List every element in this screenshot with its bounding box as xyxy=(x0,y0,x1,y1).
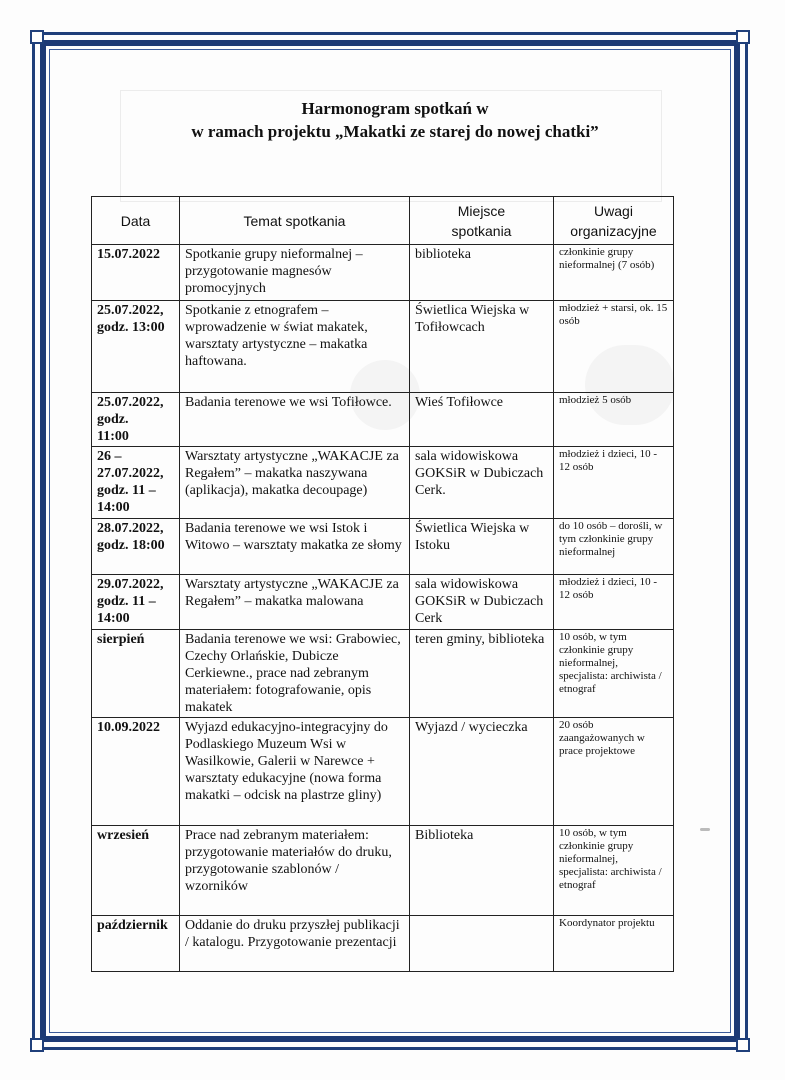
row-place: Wyjazd / wycieczka xyxy=(410,718,554,826)
header-place: Miejsce spotkania xyxy=(410,197,554,245)
row-place: teren gminy, biblioteka xyxy=(410,630,554,718)
row-notes: 20 osób zaangażowanych w prace projektowe xyxy=(554,718,674,826)
row-notes: młodzież + starsi, ok. 15 osób xyxy=(554,301,674,393)
table-row xyxy=(92,916,674,972)
row-notes: młodzież 5 osób xyxy=(554,393,674,447)
row-topic: Badania terenowe we wsi Istok i Witowo – warsztaty makatka ze słomy xyxy=(180,519,410,575)
row-date: wrzesień xyxy=(92,826,180,916)
row-topic: Spotkanie z etnografem – wprowadzenie w świat makatek, warsztaty artystyczne – makatka haftowana. xyxy=(180,301,410,393)
row-topic: Oddanie do druku przyszłej publikacji / katalogu. Przygotowanie prezentacji xyxy=(180,916,410,972)
title-line-2: w ramach projektu „Makatki ze starej do nowej chatki” xyxy=(191,122,599,141)
row-date: 28.07.2022, godz. 18:00 xyxy=(92,519,180,575)
row-date: październik xyxy=(92,916,180,972)
frame-corner-bottom-left xyxy=(30,1038,44,1052)
header-notes: Uwagi organizacyjne xyxy=(554,197,674,245)
row-topic: Prace nad zebranym materiałem: przygotowanie materiałów do druku, przygotowanie szablonów / wzorników xyxy=(180,826,410,916)
document-title xyxy=(150,97,640,143)
frame-corner-bottom-right xyxy=(736,1038,750,1052)
table-row xyxy=(92,393,674,447)
table-row xyxy=(92,630,674,718)
row-date: sierpień xyxy=(92,630,180,718)
row-notes: członkinie grupy nieformalnej (7 osób) xyxy=(554,245,674,301)
row-topic: Badania terenowe we wsi Tofiłowce. xyxy=(180,393,410,447)
row-topic: Warsztaty artystyczne „WAKACJE za Regałem” – makatka malowana xyxy=(180,575,410,630)
table-row xyxy=(92,826,674,916)
row-notes: 10 osób, w tym członkinie grupy nieformalnej, specjalista: archiwista / etnograf xyxy=(554,826,674,916)
row-place xyxy=(410,916,554,972)
title-line-1: Harmonogram spotkań w xyxy=(301,99,489,118)
row-date: 29.07.2022, godz. 11 – 14:00 xyxy=(92,575,180,630)
row-place: Świetlica Wiejska w Tofiłowcach xyxy=(410,301,554,393)
frame-corner-top-right xyxy=(736,30,750,44)
row-place: Wieś Tofiłowce xyxy=(410,393,554,447)
header-date: Data xyxy=(92,197,180,245)
header-topic: Temat spotkania xyxy=(180,197,410,245)
row-notes: młodzież i dzieci, 10 - 12 osób xyxy=(554,575,674,630)
table-header-row xyxy=(92,197,674,245)
row-notes: do 10 osób – dorośli, w tym członkinie grupy nieformalnej xyxy=(554,519,674,575)
table-row xyxy=(92,519,674,575)
table-row xyxy=(92,447,674,519)
row-notes: Koordynator projektu xyxy=(554,916,674,972)
row-date: 10.09.2022 xyxy=(92,718,180,826)
row-place: Biblioteka xyxy=(410,826,554,916)
frame-corner-top-left xyxy=(30,30,44,44)
row-place: sala widowiskowa GOKSiR w Dubiczach Cerk. xyxy=(410,447,554,519)
row-place: biblioteka xyxy=(410,245,554,301)
table-row xyxy=(92,575,674,630)
table-row xyxy=(92,718,674,826)
row-place: Świetlica Wiejska w Istoku xyxy=(410,519,554,575)
row-place: sala widowiskowa GOKSiR w Dubiczach Cerk xyxy=(410,575,554,630)
row-topic: Spotkanie grupy nieformalnej – przygotowanie magnesów promocyjnych xyxy=(180,245,410,301)
row-topic: Wyjazd edukacyjno-integracyjny do Podlaskiego Muzeum Wsi w Wasilkowie, Galerii w Narewce + warsztaty edukacyjne (nowa forma makatki – odcisk na plastrze gliny) xyxy=(180,718,410,826)
row-date: 25.07.2022, godz. 13:00 xyxy=(92,301,180,393)
row-topic: Badania terenowe we wsi: Grabowiec, Czechy Orlańskie, Dubicze Cerkiewne., prace nad zebranym materiałem: fotografowanie, opis makatek xyxy=(180,630,410,718)
schedule-table xyxy=(91,196,674,972)
pen-mark xyxy=(700,828,710,831)
row-topic: Warsztaty artystyczne „WAKACJE za Regałem” – makatka naszywana (aplikacja), makatka decoupage) xyxy=(180,447,410,519)
row-date: 15.07.2022 xyxy=(92,245,180,301)
row-notes: młodzież i dzieci, 10 - 12 osób xyxy=(554,447,674,519)
table-row xyxy=(92,245,674,301)
row-date: 25.07.2022, godz. 11:00 xyxy=(92,393,180,447)
row-notes: 10 osób, w tym członkinie grupy nieformalnej, specjalista: archiwista / etnograf xyxy=(554,630,674,718)
table-row xyxy=(92,301,674,393)
row-date: 26 – 27.07.2022, godz. 11 – 14:00 xyxy=(92,447,180,519)
